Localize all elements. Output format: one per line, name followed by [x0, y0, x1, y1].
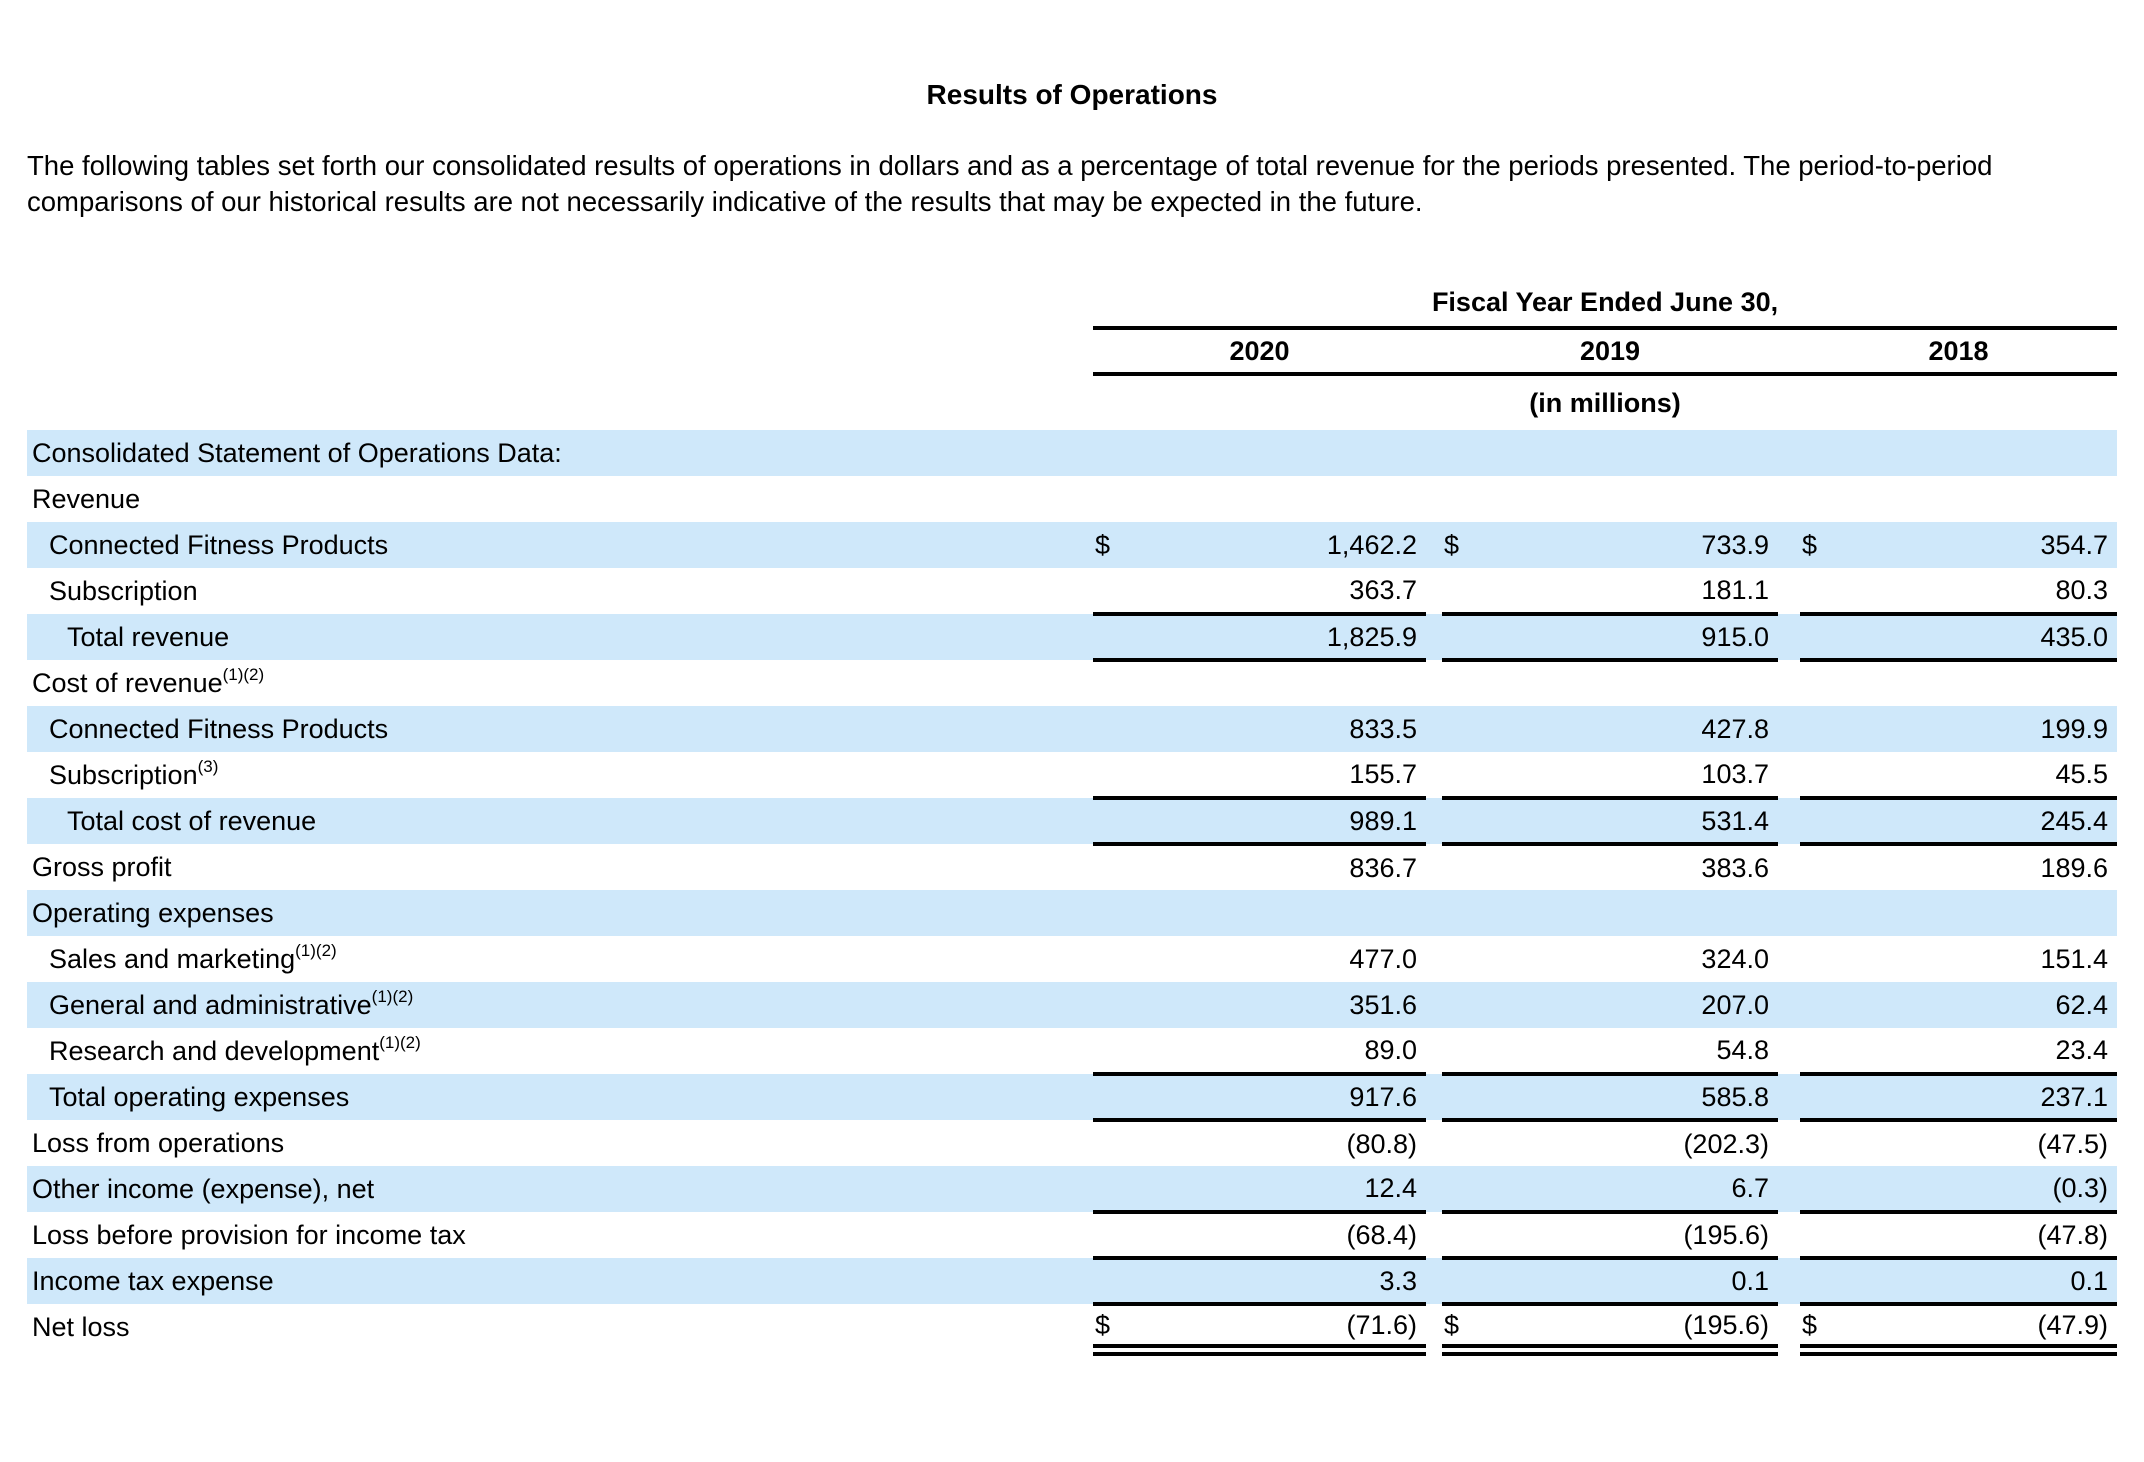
- column-gap: [1426, 1304, 1442, 1350]
- dollar-sign-cell: [1800, 798, 1848, 844]
- value-cell: 324.0: [1701, 943, 1769, 974]
- dollar-sign-cell: [1093, 614, 1141, 660]
- dollar-sign-cell: [1442, 982, 1490, 1028]
- table-row: [27, 1074, 2117, 1120]
- value-cell: 917.6: [1141, 1074, 1426, 1120]
- table-row: [27, 476, 2117, 522]
- value-cell: (68.4): [1141, 1212, 1426, 1258]
- dollar-sign-cell: [1442, 936, 1490, 982]
- header-spacer: [27, 374, 1093, 430]
- value-cell: 54.8: [1490, 1028, 1778, 1074]
- column-gap: [1778, 614, 1800, 660]
- dollar-sign-cell: [1800, 752, 1848, 798]
- value-cell: (47.5): [2037, 1128, 2109, 1159]
- fiscal-year-header-row: [27, 286, 2117, 328]
- column-gap: [1426, 522, 1442, 568]
- table-row: [27, 660, 2117, 706]
- table-row: [27, 752, 2117, 798]
- value-cell: (47.8): [1848, 1212, 2117, 1258]
- value-cell: 383.6: [1701, 852, 1769, 883]
- dollar-sign-cell: [1093, 430, 1141, 476]
- value-cell: 80.3: [1848, 568, 2117, 614]
- value-cell: 915.0: [1490, 614, 1778, 660]
- value-cell: 0.1: [1490, 1258, 1778, 1304]
- value-cell: [1848, 660, 2117, 706]
- value-cell: [1848, 476, 2117, 522]
- value-cell: [1141, 660, 1426, 706]
- value-cell: 1,462.2: [1141, 522, 1426, 568]
- column-gap: [1778, 844, 1800, 890]
- value-cell: [1141, 476, 1426, 522]
- units-label: (in millions): [1529, 387, 1681, 418]
- year-columns: [1093, 328, 2117, 374]
- dollar-sign-cell: [1800, 936, 1848, 982]
- value-cell: [1848, 430, 2117, 476]
- table-row: [27, 1304, 2117, 1350]
- dollar-sign-cell: [1800, 1258, 1848, 1304]
- value-cell: 237.1: [1848, 1074, 2117, 1120]
- dollar-sign-cell: [1093, 1074, 1141, 1120]
- value-cell: 363.7: [1141, 568, 1426, 614]
- dollar-sign-cell: [1093, 982, 1141, 1028]
- row-label: Income tax expense: [27, 1258, 1093, 1304]
- value-cell: 181.1: [1490, 568, 1778, 614]
- row-label: Total operating expenses: [27, 1074, 1093, 1120]
- value-cell: 207.0: [1490, 982, 1778, 1028]
- dollar-sign-cell: [1442, 1120, 1490, 1166]
- column-gap: [1426, 1120, 1442, 1166]
- footnote-ref: (1)(2): [222, 664, 265, 684]
- table-row: [27, 1120, 2117, 1166]
- value-cell: 155.7: [1141, 752, 1426, 798]
- results-of-operations-table: [27, 286, 2117, 1356]
- dollar-sign-cell: [1442, 660, 1490, 706]
- column-gap: [1426, 568, 1442, 614]
- column-gap: [1778, 706, 1800, 752]
- column-gap: [1426, 844, 1442, 890]
- dollar-sign-cell: $: [1442, 1304, 1490, 1350]
- row-label: Research and development$^{(1)(2)}$: [49, 1032, 421, 1066]
- value-cell: (0.3): [1848, 1166, 2117, 1212]
- dollar-sign-cell: [1800, 430, 1848, 476]
- column-gap: [1426, 430, 1442, 476]
- value-cell: (202.3): [1683, 1128, 1769, 1159]
- dollar-sign-cell: [1442, 1258, 1490, 1304]
- dollar-sign-cell: [1093, 890, 1141, 936]
- table-row: [27, 1166, 2117, 1212]
- column-gap: [1778, 522, 1800, 568]
- table-row: [27, 1028, 2117, 1074]
- row-label: Subscription: [49, 575, 198, 606]
- year-column-2020: 2020: [1229, 335, 1290, 366]
- dollar-sign-cell: [1093, 1028, 1141, 1074]
- row-label: Connected Fitness Products: [27, 522, 1093, 568]
- value-cell: (80.8): [1346, 1128, 1417, 1159]
- column-gap: [1426, 1028, 1442, 1074]
- dollar-sign-cell: $: [1800, 522, 1848, 568]
- column-gap: [1426, 1166, 1442, 1212]
- dollar-sign-cell: [1800, 568, 1848, 614]
- value-cell: 103.7: [1490, 752, 1778, 798]
- dollar-sign-cell: [1093, 1120, 1141, 1166]
- row-label: Subscription$^{(3)}$: [49, 756, 219, 790]
- table-row: [27, 706, 2117, 752]
- value-cell: 0.1: [1848, 1258, 2117, 1304]
- dollar-sign-cell: [1800, 982, 1848, 1028]
- column-gap: [1778, 476, 1800, 522]
- table-row: [27, 1258, 2117, 1304]
- dollar-sign-cell: [1800, 614, 1848, 660]
- column-gap: [1778, 660, 1800, 706]
- footnote-ref: (1)(2): [295, 940, 337, 960]
- dollar-sign-cell: $: [1800, 1304, 1848, 1350]
- dollar-sign-cell: [1800, 844, 1848, 890]
- value-cell: 199.9: [1848, 706, 2117, 752]
- value-cell: 733.9: [1490, 522, 1778, 568]
- value-cell: (195.6): [1490, 1304, 1778, 1350]
- table-row: [27, 614, 2117, 660]
- column-gap: [1778, 1166, 1800, 1212]
- dollar-sign-cell: [1800, 890, 1848, 936]
- column-gap: [1778, 568, 1800, 614]
- document-page: [0, 80, 2144, 1462]
- dollar-sign-cell: [1442, 890, 1490, 936]
- dollar-sign-cell: [1800, 1166, 1848, 1212]
- table-row: [27, 936, 2117, 982]
- value-cell: 989.1: [1141, 798, 1426, 844]
- fiscal-year-header: Fiscal Year Ended June 30,: [1093, 286, 2117, 328]
- column-gap: [1778, 1258, 1800, 1304]
- value-cell: 245.4: [1848, 798, 2117, 844]
- table-header: [27, 286, 2117, 430]
- row-label: Revenue: [32, 483, 141, 514]
- row-label: Operating expenses: [27, 890, 1093, 936]
- dollar-sign-cell: [1093, 1212, 1141, 1258]
- row-label: Consolidated Statement of Operations Data:: [27, 430, 1093, 476]
- dollar-sign-cell: [1442, 1028, 1490, 1074]
- value-cell: 435.0: [1848, 614, 2117, 660]
- column-gap: [1426, 476, 1442, 522]
- row-label: Loss before provision for income tax: [32, 1219, 466, 1250]
- value-cell: 354.7: [1848, 522, 2117, 568]
- column-gap: [1426, 1074, 1442, 1120]
- table-row: [27, 890, 2117, 936]
- dollar-sign-cell: [1442, 798, 1490, 844]
- table-row: [27, 522, 2117, 568]
- year-labels: [1093, 336, 2117, 367]
- value-cell: (71.6): [1141, 1304, 1426, 1350]
- dollar-sign-cell: [1442, 476, 1490, 522]
- column-gap: [1778, 1074, 1800, 1120]
- dollar-sign-cell: [1442, 844, 1490, 890]
- dollar-sign-cell: [1800, 706, 1848, 752]
- dollar-sign-cell: [1093, 936, 1141, 982]
- row-label: Total cost of revenue: [27, 798, 1093, 844]
- year-column-2018: 2018: [1928, 335, 1989, 366]
- header-spacer: [27, 328, 1093, 374]
- column-gap: [1778, 1212, 1800, 1258]
- value-cell: 62.4: [1848, 982, 2117, 1028]
- dollar-sign-cell: [1800, 660, 1848, 706]
- value-cell: 531.4: [1490, 798, 1778, 844]
- value-cell: [1848, 890, 2117, 936]
- column-gap: [1426, 614, 1442, 660]
- table-row: [27, 1212, 2117, 1258]
- column-gap: [1426, 706, 1442, 752]
- value-cell: [1141, 430, 1426, 476]
- dollar-sign-cell: [1093, 798, 1141, 844]
- column-gap: [1778, 890, 1800, 936]
- row-label: Total revenue: [27, 614, 1093, 660]
- value-cell: [1141, 890, 1426, 936]
- value-cell: 23.4: [1848, 1028, 2117, 1074]
- dollar-sign-cell: [1093, 1258, 1141, 1304]
- dollar-sign-cell: [1093, 706, 1141, 752]
- dollar-sign-cell: [1800, 1028, 1848, 1074]
- dollar-sign-cell: [1442, 1166, 1490, 1212]
- header-spacer: [27, 286, 1093, 328]
- column-gap: [1426, 660, 1442, 706]
- value-cell: 3.3: [1141, 1258, 1426, 1304]
- value-cell: 833.5: [1141, 706, 1426, 752]
- dollar-sign-cell: [1442, 1074, 1490, 1120]
- table-row: [27, 430, 2117, 476]
- dollar-sign-cell: $: [1442, 522, 1490, 568]
- value-cell: 189.6: [2040, 852, 2109, 883]
- dollar-sign-cell: [1442, 706, 1490, 752]
- value-cell: [1490, 430, 1778, 476]
- value-cell: 836.7: [1349, 852, 1417, 883]
- dollar-sign-cell: [1442, 614, 1490, 660]
- column-gap: [1778, 798, 1800, 844]
- value-cell: 151.4: [2040, 943, 2109, 974]
- dollar-sign-cell: [1800, 1212, 1848, 1258]
- column-gap: [1778, 752, 1800, 798]
- value-cell: (195.6): [1490, 1212, 1778, 1258]
- column-gap: [1778, 1120, 1800, 1166]
- column-gap: [1426, 1258, 1442, 1304]
- value-cell: 585.8: [1490, 1074, 1778, 1120]
- dollar-sign-cell: [1093, 752, 1141, 798]
- column-gap: [1778, 430, 1800, 476]
- footnote-ref: (1)(2): [379, 1032, 421, 1052]
- column-gap: [1426, 890, 1442, 936]
- table-row: [27, 982, 2117, 1028]
- dollar-sign-cell: [1093, 844, 1141, 890]
- dollar-sign-cell: [1442, 568, 1490, 614]
- footnote-ref: (1)(2): [371, 986, 414, 1006]
- value-cell: 45.5: [1848, 752, 2117, 798]
- value-cell: 89.0: [1141, 1028, 1426, 1074]
- row-label: Net loss: [32, 1311, 130, 1342]
- row-label: Other income (expense), net: [27, 1166, 1093, 1212]
- value-cell: (47.9): [1848, 1304, 2117, 1350]
- intro-paragraph: The following tables set forth our consolidated results of operations in dollars and as a percentage of total revenue for the periods presented. The period-to-period comparisons of our historical results are not necessarily indicative of the results that may be expected in the future.: [27, 150, 1993, 217]
- row-label: Cost of revenue$^{(1)(2)}$: [32, 664, 265, 698]
- value-cell: [1490, 890, 1778, 936]
- dollar-sign-cell: [1800, 1074, 1848, 1120]
- value-cell: [1490, 660, 1778, 706]
- table-row: [27, 798, 2117, 844]
- column-gap: [1778, 936, 1800, 982]
- column-gap: [1426, 982, 1442, 1028]
- table-row: [27, 568, 2117, 614]
- value-cell: 6.7: [1490, 1166, 1778, 1212]
- dollar-sign-cell: [1093, 660, 1141, 706]
- year-column-2019: 2019: [1579, 335, 1641, 366]
- value-cell: 351.6: [1141, 982, 1426, 1028]
- column-gap: [1778, 982, 1800, 1028]
- value-cell: 1,825.9: [1141, 614, 1426, 660]
- row-label: Sales and marketing$^{(1)(2)}$: [49, 940, 337, 974]
- value-cell: 477.0: [1349, 943, 1417, 974]
- row-label: Loss from operations: [32, 1127, 285, 1158]
- table-body: [27, 430, 2117, 1350]
- dollar-sign-cell: [1442, 1212, 1490, 1258]
- dollar-sign-cell: $: [1093, 522, 1141, 568]
- dollar-sign-cell: [1442, 430, 1490, 476]
- column-gap: [1778, 1304, 1800, 1350]
- dollar-sign-cell: [1093, 568, 1141, 614]
- value-cell: 427.8: [1490, 706, 1778, 752]
- dollar-sign-cell: [1800, 1120, 1848, 1166]
- value-cell: 12.4: [1141, 1166, 1426, 1212]
- row-label: General and administrative$^{(1)(2)}$: [27, 982, 1093, 1028]
- dollar-sign-cell: [1093, 476, 1141, 522]
- footnote-ref: (3): [197, 756, 219, 776]
- table-row: [27, 844, 2117, 890]
- units-row: [27, 374, 2117, 430]
- dollar-sign-cell: $: [1093, 1304, 1141, 1350]
- column-gap: [1426, 1212, 1442, 1258]
- row-label: Connected Fitness Products: [27, 706, 1093, 752]
- value-cell: [1490, 476, 1778, 522]
- dollar-sign-cell: [1442, 752, 1490, 798]
- column-gap: [1778, 1028, 1800, 1074]
- dollar-sign-cell: [1800, 476, 1848, 522]
- year-columns-row: [27, 328, 2117, 374]
- column-gap: [1426, 936, 1442, 982]
- dollar-sign-cell: [1093, 1166, 1141, 1212]
- column-gap: [1426, 798, 1442, 844]
- page-title: Results of Operations: [926, 79, 1218, 110]
- column-gap: [1426, 752, 1442, 798]
- row-label: Gross profit: [32, 851, 172, 882]
